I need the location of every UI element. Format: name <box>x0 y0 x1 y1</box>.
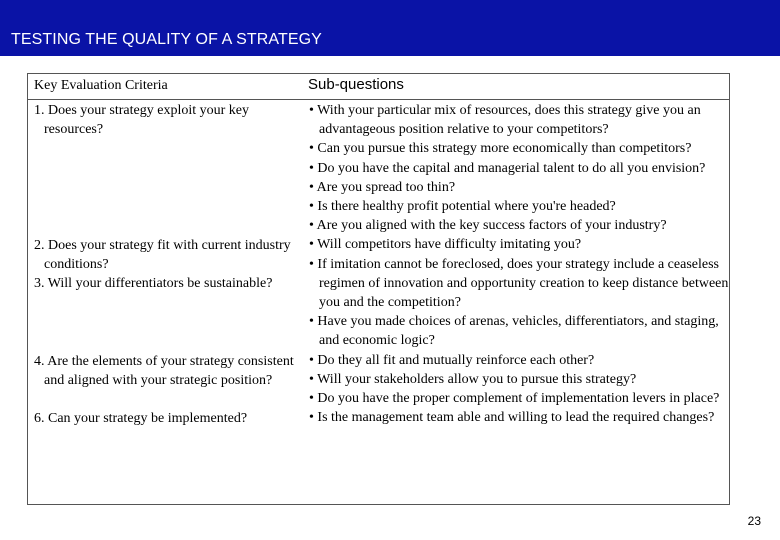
criterion-text: 4. Are the elements of your strategy consistent and aligned with your strategic position? <box>34 354 298 389</box>
criterion-text: 6. Can your strategy be implemented? <box>34 411 248 426</box>
slide-title: TESTING THE QUALITY OF A STRATEGY <box>11 31 322 48</box>
criterion-6 <box>34 409 309 428</box>
subquestion-item: • Will your stakeholders allow you to pursue this strategy? <box>309 371 637 387</box>
table-header-row <box>27 73 730 100</box>
criterion-1 <box>34 101 302 139</box>
subquestion-item: • Will competitors have difficulty imitating you? <box>309 237 582 253</box>
criterion-text: 1. Does your strategy exploit your key resources? <box>34 103 253 138</box>
subquestion-item: • Do you have the capital and managerial talent to do all you envision? <box>309 160 706 176</box>
criterion-4 <box>34 352 302 390</box>
col-header-subquestions: Sub-questions <box>308 76 404 93</box>
subquestion-item: • Can you pursue this strategy more economically than competitors? <box>309 141 692 157</box>
subquestion-item: • Is there healthy profit potential where you're headed? <box>309 199 616 215</box>
criterion-text: 2. Does your strategy fit with current industry conditions? <box>34 238 295 273</box>
subquestion-item: • Do you have the proper complement of implementation levers in place? <box>309 391 720 407</box>
title-divider <box>0 55 780 56</box>
subquestion-item: • With your particular mix of resources, does this strategy give you an advantageous position relative to your competitors? <box>309 103 701 138</box>
title-bar <box>0 0 780 55</box>
subquestion-item: • Do they all fit and mutually reinforce each other? <box>309 352 595 368</box>
subquestion-item: • If imitation cannot be foreclosed, does your strategy include a ceaseless regimen of innovation and opportunity creation to keep distance between you and the competition? <box>309 256 729 311</box>
subquestion-item: • Have you made choices of arenas, vehicles, differentiators, and staging, and economic logic? <box>309 314 719 349</box>
criterion-2 <box>34 236 302 274</box>
subquestion-item: • Are you spread too thin? <box>309 179 456 195</box>
subquestions-list <box>309 101 729 427</box>
col-header-criteria: Key Evaluation Criteria <box>34 78 168 93</box>
page-number: 23 <box>747 514 761 528</box>
criterion-3 <box>34 274 302 293</box>
subquestion-item: • Are you aligned with the key success factors of your industry? <box>309 218 667 234</box>
subquestion-item: • Is the management team able and willing to lead the required changes? <box>309 410 715 426</box>
criterion-text: 3. Will your differentiators be sustainable? <box>34 276 273 291</box>
